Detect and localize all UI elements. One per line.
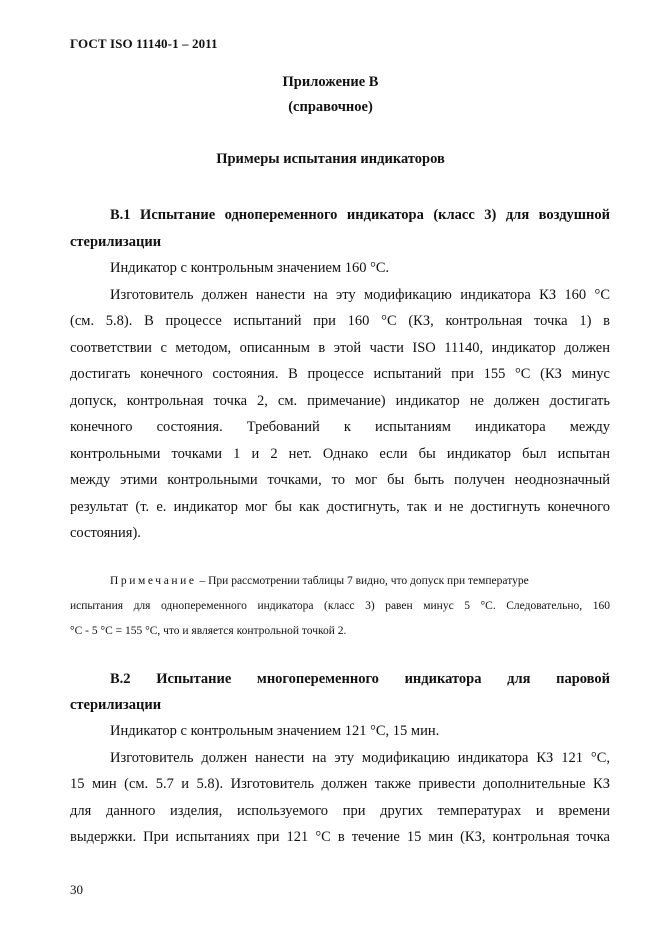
note-line1 <box>110 574 610 588</box>
appendix-subtitle: (справочное) <box>288 99 373 115</box>
appendix-heading: Примеры испытания индикаторов <box>216 151 445 167</box>
section-b1-p2-line: допуск, контрольная точка 2, см. примечание) индикатор не должен достигать <box>70 393 610 409</box>
section-b1-p2-line: контрольными точками 1 и 2 нет. Однако если бы индикатор был испытан <box>70 446 610 462</box>
section-b2-heading-line2: стерилизации <box>70 697 162 713</box>
section-b1-p2-line: конечного состояния. Требований к испытаниям индикатора между <box>70 419 610 435</box>
document-code-header: ГОСТ ISO 11140-1 – 2011 <box>70 36 218 51</box>
section-b2-p2-line: Изготовитель должен нанести на эту модификацию индикатора КЗ 121 °С, <box>110 750 610 766</box>
section-b2-p2-line: 15 мин (см. 5.7 и 5.8). Изготовитель должен также привести дополнительные КЗ <box>70 776 610 792</box>
note-label: Примечание <box>110 575 197 587</box>
section-b1-p2-line: Изготовитель должен нанести на эту модификацию индикатора КЗ 160 °С <box>110 287 610 303</box>
section-b2-paragraph1: Индикатор с контрольным значением 121 °С, 15 мин. <box>110 723 440 739</box>
section-b1-heading-line1: В.1 Испытание однопеременного индикатора (класс 3) для воздушной <box>110 207 610 223</box>
section-b1-p2-line: состояния). <box>70 525 141 541</box>
section-b1-p2-line: достигать конечного состояния. В процессе испытаний при 155 °С (КЗ минус <box>70 366 610 382</box>
appendix-title: Приложение В <box>282 74 379 90</box>
note-line3: °С - 5 °С = 155 °С, что и является контрольной точкой 2. <box>70 625 347 637</box>
section-b1-paragraph1: Индикатор с контрольным значением 160 °С. <box>110 260 390 276</box>
note-line2: испытания для однопеременного индикатора (класс 3) равен минус 5 °С. Следовательно, 160 <box>70 600 610 612</box>
section-b1-p2-line: (см. 5.8). В процессе испытаний при 160 °С (КЗ, контрольная точка 1) в <box>70 313 610 329</box>
section-b1-heading-line2: стерилизации <box>70 234 162 250</box>
section-b2-p2-line: для данного изделия, используемого при других температурах и времени <box>70 803 610 819</box>
note-line1-text: – При рассмотрении таблицы 7 видно, что допуск при температуре <box>196 575 529 587</box>
page-number: 30 <box>70 882 83 897</box>
section-b2-heading-line1: В.2 Испытание многопеременного индикатора для паровой <box>110 671 610 687</box>
section-b1-p2-line: между этими контрольными точками, то мог бы быть получен неоднозначный <box>70 472 610 488</box>
section-b2-p2-line: выдержки. При испытаниях при 121 °С в течение 15 мин (КЗ, контрольная точка <box>70 829 610 845</box>
section-b1-p2-line: результат (т. е. индикатор мог бы как достигнуть, так и не достигнуть конечного <box>70 499 610 515</box>
section-b1-p2-line: соответствии с методом, описанным в этой части ISO 11140, индикатор должен <box>70 340 610 356</box>
